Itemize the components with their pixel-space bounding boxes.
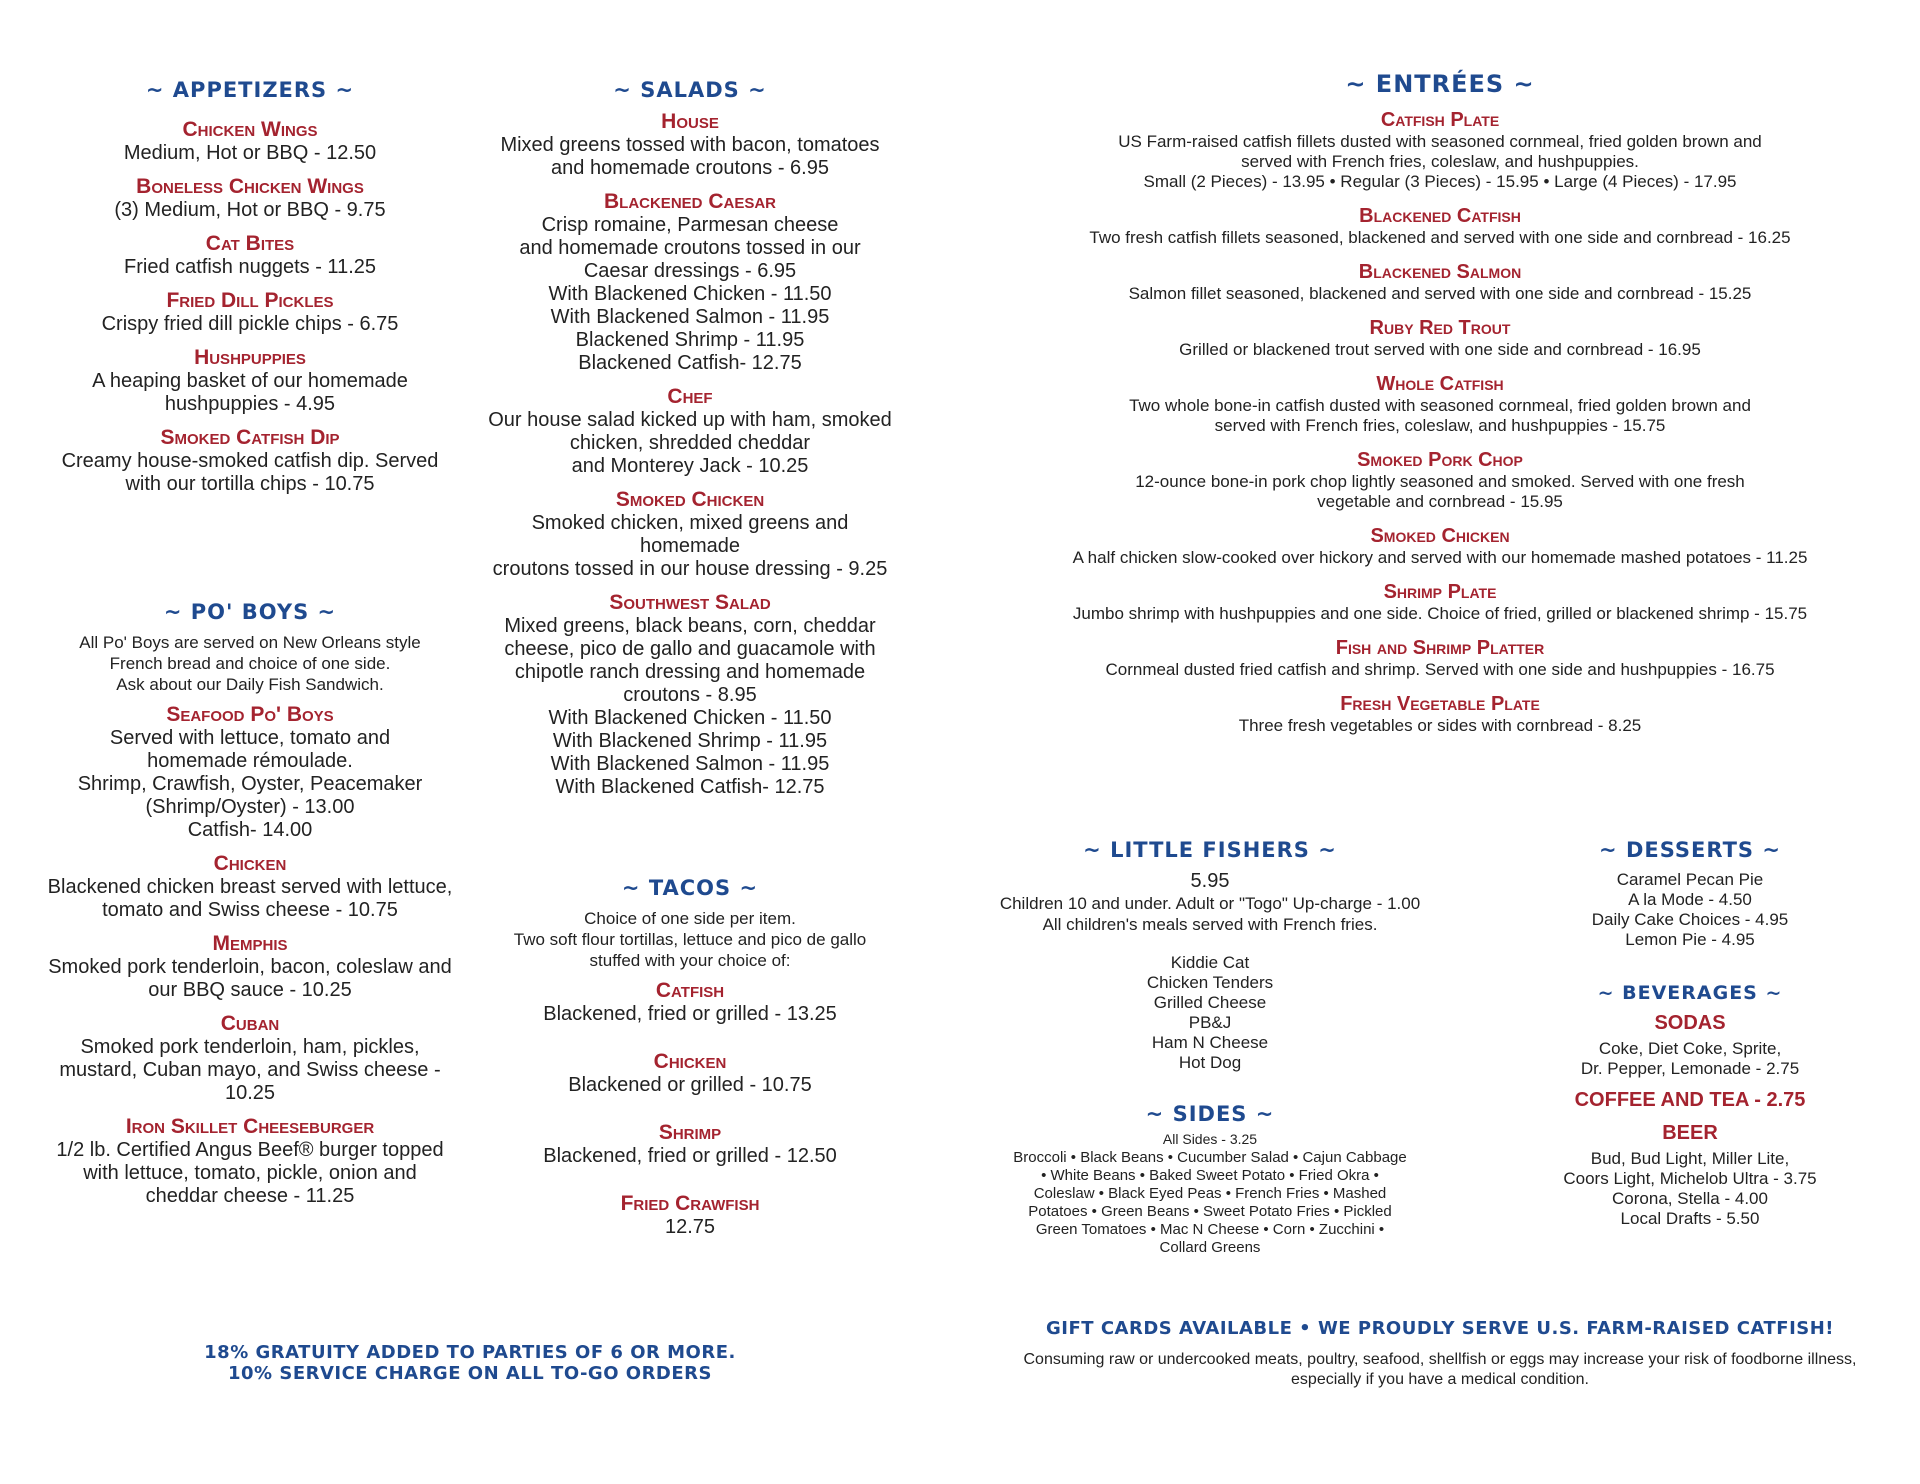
item-name: Smoked Catfish Dip <box>160 426 340 449</box>
item-name: Hushpuppies <box>194 346 306 369</box>
item-name: Whole Catfish <box>1376 373 1504 395</box>
menu-item <box>1000 524 1880 568</box>
gratuity-note <box>160 1342 780 1384</box>
item-name: Fried Dill Pickles <box>166 289 334 312</box>
menu-item <box>475 110 905 180</box>
item-name: Fried Crawfish <box>620 1192 760 1215</box>
little-fishers-section <box>990 838 1430 1073</box>
item-name: Boneless Chicken Wings <box>136 175 364 198</box>
coffee-tea: COFFEE AND TEA - 2.75 <box>1574 1089 1806 1111</box>
item-desc: Smoked pork tenderloin, ham, pickles, mustard, Cuban mayo, and Swiss cheese - 10.25 <box>59 1036 441 1104</box>
item-desc: Two whole bone-in catfish dusted with seasoned cornmeal, fried golden brown and served with French fries, coleslaw, and hushpuppies - 15.75 <box>1129 396 1751 435</box>
poboys-note: All Po' Boys are served on New Orleans style French bread and choice of one side. Ask about our Daily Fish Sandwich. <box>79 633 421 694</box>
menu-item <box>30 703 470 842</box>
entrees-title: ~ ENTRÉES ~ <box>1345 70 1535 98</box>
gratuity-line-1: 18% GRATUITY ADDED TO PARTIES OF 6 OR MORE. <box>204 1342 736 1363</box>
beverages-section <box>1510 982 1870 1229</box>
item-desc: Mixed greens tossed with bacon, tomatoes and homemade croutons - 6.95 <box>500 134 880 179</box>
item-name: Smoked Pork Chop <box>1357 449 1523 471</box>
menu-item <box>475 591 905 799</box>
item-desc: Crisp romaine, Parmesan cheese and homemade croutons tossed in our Caesar dressings - 6.95 With Blackened Chicken - 11.50 With Blackened Salmon - 11.95 Blackened Shrimp - 11.95 Blackened Catfish- 12.75 <box>519 214 861 374</box>
appetizers-list <box>30 118 470 496</box>
menu-item <box>30 426 470 496</box>
item-desc: Fried catfish nuggets - 11.25 <box>124 256 376 278</box>
food-warning-text: Consuming raw or undercooked meats, poultry, seafood, shellfish or eggs may increase your risk of foodborne illness, especially if you have a medical condition. <box>1023 1351 1857 1388</box>
item-name: Blackened Catfish <box>1359 205 1521 227</box>
item-name: Catfish Plate <box>1380 109 1500 131</box>
item-name: Blackened Caesar <box>603 190 776 213</box>
tacos-section <box>475 876 905 1249</box>
menu-item <box>475 979 905 1026</box>
item-name: Southwest Salad <box>609 591 771 614</box>
beverages-title: ~ BEVERAGES ~ <box>1597 982 1783 1004</box>
item-desc: Blackened or grilled - 10.75 <box>568 1074 812 1096</box>
item-desc: Medium, Hot or BBQ - 12.50 <box>123 142 377 164</box>
sides-title: ~ SIDES ~ <box>1145 1102 1275 1126</box>
item-desc: (3) Medium, Hot or BBQ - 9.75 <box>114 199 386 221</box>
item-desc: Blackened, fried or grilled - 13.25 <box>543 1003 837 1025</box>
menu-item <box>30 346 470 416</box>
sodas-list: Coke, Diet Coke, Sprite, Dr. Pepper, Lemonade - 2.75 <box>1580 1039 1800 1078</box>
menu-item <box>30 232 470 279</box>
menu-item <box>30 289 470 336</box>
item-name: Cat Bites <box>205 232 295 255</box>
sides-price: All Sides - 3.25 <box>1162 1131 1258 1147</box>
item-name: Chicken Wings <box>182 118 318 141</box>
item-name: Blackened Salmon <box>1358 261 1522 283</box>
entrees-section <box>1000 70 1880 748</box>
item-name: Smoked Chicken <box>1370 525 1510 547</box>
little-fishers-items: Kiddie Cat Chicken Tenders Grilled Cheese PB&J Ham N Cheese Hot Dog <box>1146 953 1274 1072</box>
item-desc: Two fresh catfish fillets seasoned, blackened and served with one side and cornbread - 16.25 <box>1089 228 1791 247</box>
menu-item <box>475 488 905 581</box>
item-name: Iron Skillet Cheeseburger <box>125 1115 375 1138</box>
menu-item <box>475 385 905 478</box>
item-name: Chicken <box>653 1050 727 1073</box>
appetizers-title: ~ APPETIZERS ~ <box>145 78 355 102</box>
item-name: Chef <box>667 385 713 408</box>
item-name: Smoked Chicken <box>615 488 765 511</box>
item-desc: Our house salad kicked up with ham, smoked chicken, shredded cheddar and Monterey Jack - 10.25 <box>488 409 892 477</box>
item-desc: 12.75 <box>664 1216 716 1238</box>
item-desc: Three fresh vegetables or sides with cornbread - 8.25 <box>1238 716 1642 735</box>
sides-items: Broccoli • Black Beans • Cucumber Salad • Cajun Cabbage • White Beans • Baked Sweet Potato • Fried Okra • Coleslaw • Black Eyed Peas • French Fries • Mashed Potatoes • Green Beans • Sweet Potato Fries • Pickled Green Tomatoes • Mac N Cheese • Corn • Zucchini • Collard Greens <box>1013 1149 1407 1256</box>
item-desc: Salmon fillet seasoned, blackened and served with one side and cornbread - 15.25 <box>1128 284 1752 303</box>
item-name: Chicken <box>213 852 287 875</box>
item-desc: Jumbo shrimp with hushpuppies and one side. Choice of fried, grilled or blackened shrimp - 15.75 <box>1072 604 1808 623</box>
item-desc: Creamy house-smoked catfish dip. Served with our tortilla chips - 10.75 <box>61 450 439 495</box>
menu-item <box>475 1192 905 1239</box>
poboys-title: ~ PO' BOYS ~ <box>163 600 337 624</box>
item-desc: US Farm-raised catfish fillets dusted with seasoned cornmeal, fried golden brown and served with French fries, coleslaw, and hushpuppies. Small (2 Pieces) - 13.95 • Regular (3 Pieces) - 15.95 • Large (4 Pieces) - 17.95 <box>1118 132 1762 191</box>
gratuity-line-2: 10% SERVICE CHARGE ON ALL TO-GO ORDERS <box>228 1363 712 1384</box>
menu-item <box>30 1012 470 1105</box>
item-desc: A half chicken slow-cooked over hickory and served with our homemade mashed potatoes - 11.25 <box>1072 548 1808 567</box>
item-desc: Mixed greens, black beans, corn, cheddar cheese, pico de gallo and guacamole with chipotle ranch dressing and homemade croutons - 8.95 With Blackened Chicken - 11.50 With Blackened Shrimp - 11.95 With Blackened Salmon - 11.95 With Blackened Catfish- 12.75 <box>504 615 876 798</box>
menu-item <box>1000 316 1880 360</box>
item-name: Cuban <box>220 1012 280 1035</box>
menu-item <box>1000 692 1880 736</box>
menu-item <box>30 175 470 222</box>
item-desc: Blackened chicken breast served with lettuce, tomato and Swiss cheese - 10.75 <box>47 876 453 921</box>
sides-section <box>990 1102 1430 1257</box>
item-desc: Blackened, fried or grilled - 12.50 <box>543 1145 837 1167</box>
menu-item <box>475 190 905 375</box>
sodas-title: SODAS <box>1654 1012 1726 1034</box>
little-fishers-note: Children 10 and under. Adult or "Togo" Up-charge - 1.00 All children's meals served with French fries. <box>999 894 1421 934</box>
desserts-section <box>1510 838 1870 950</box>
item-desc: Smoked pork tenderloin, bacon, coleslaw and our BBQ sauce - 10.25 <box>48 956 452 1001</box>
menu-item <box>1000 372 1880 436</box>
item-name: House <box>661 110 719 133</box>
menu-item <box>475 1050 905 1097</box>
item-desc: Smoked chicken, mixed greens and homemade croutons tossed in our house dressing - 9.25 <box>492 512 888 580</box>
tacos-note: Choice of one side per item. Two soft flour tortillas, lettuce and pico de gallo stuffed with your choice of: <box>513 909 867 970</box>
beer-title: BEER <box>1662 1122 1718 1144</box>
item-desc: Cornmeal dusted fried catfish and shrimp. Served with one side and hushpuppies - 16.75 <box>1105 660 1775 679</box>
menu-item <box>30 932 470 1002</box>
menu-item <box>1000 204 1880 248</box>
item-name: Fish and Shrimp Platter <box>1335 637 1545 659</box>
desserts-title: ~ DESSERTS ~ <box>1599 838 1781 862</box>
little-fishers-title: ~ LITTLE FISHERS ~ <box>1083 838 1337 862</box>
menu-item <box>1000 448 1880 512</box>
menu-item <box>475 1121 905 1168</box>
desserts-items: Caramel Pecan Pie A la Mode - 4.50 Daily Cake Choices - 4.95 Lemon Pie - 4.95 <box>1591 870 1789 949</box>
tacos-title: ~ TACOS ~ <box>621 876 759 900</box>
appetizers-section <box>30 78 470 506</box>
item-name: Catfish <box>655 979 725 1002</box>
item-desc: Served with lettuce, tomato and homemade rémoulade. Shrimp, Crawfish, Oyster, Peacemaker (Shrimp/Oyster) - 13.00 Catfish- 14.00 <box>77 727 423 841</box>
menu-item <box>1000 108 1880 192</box>
item-name: Fresh Vegetable Plate <box>1340 693 1540 715</box>
item-name: Seafood Po' Boys <box>166 703 334 726</box>
item-desc: 1/2 lb. Certified Angus Beef® burger topped with lettuce, tomato, pickle, onion and cheddar cheese - 11.25 <box>56 1139 444 1207</box>
beer-list: Bud, Bud Light, Miller Lite, Coors Light, Michelob Ultra - 3.75 Corona, Stella - 4.00 Local Drafts - 5.50 <box>1563 1149 1817 1228</box>
menu-item <box>30 1115 470 1208</box>
little-fishers-price: 5.95 <box>1190 870 1230 892</box>
poboys-section <box>30 600 470 1218</box>
food-warning <box>1000 1350 1880 1398</box>
salads-section <box>475 78 905 809</box>
item-desc: Grilled or blackened trout served with one side and cornbread - 16.95 <box>1179 340 1701 359</box>
item-desc: Crispy fried dill pickle chips - 6.75 <box>101 313 399 335</box>
menu-item <box>30 118 470 165</box>
salads-title: ~ SALADS ~ <box>613 78 767 102</box>
menu-item <box>1000 636 1880 680</box>
menu-item <box>30 852 470 922</box>
item-desc: 12-ounce bone-in pork chop lightly seasoned and smoked. Served with one fresh vegetable and cornbread - 15.95 <box>1135 472 1745 511</box>
gift-cards-note: GIFT CARDS AVAILABLE • WE PROUDLY SERVE U.S. FARM-RAISED CATFISH! <box>1046 1318 1834 1339</box>
item-name: Shrimp <box>658 1121 722 1144</box>
item-name: Ruby Red Trout <box>1369 317 1511 339</box>
menu-item <box>1000 580 1880 624</box>
item-name: Memphis <box>212 932 288 955</box>
item-name: Shrimp Plate <box>1383 581 1497 603</box>
item-desc: A heaping basket of our homemade hushpuppies - 4.95 <box>92 370 408 415</box>
menu-item <box>1000 260 1880 304</box>
